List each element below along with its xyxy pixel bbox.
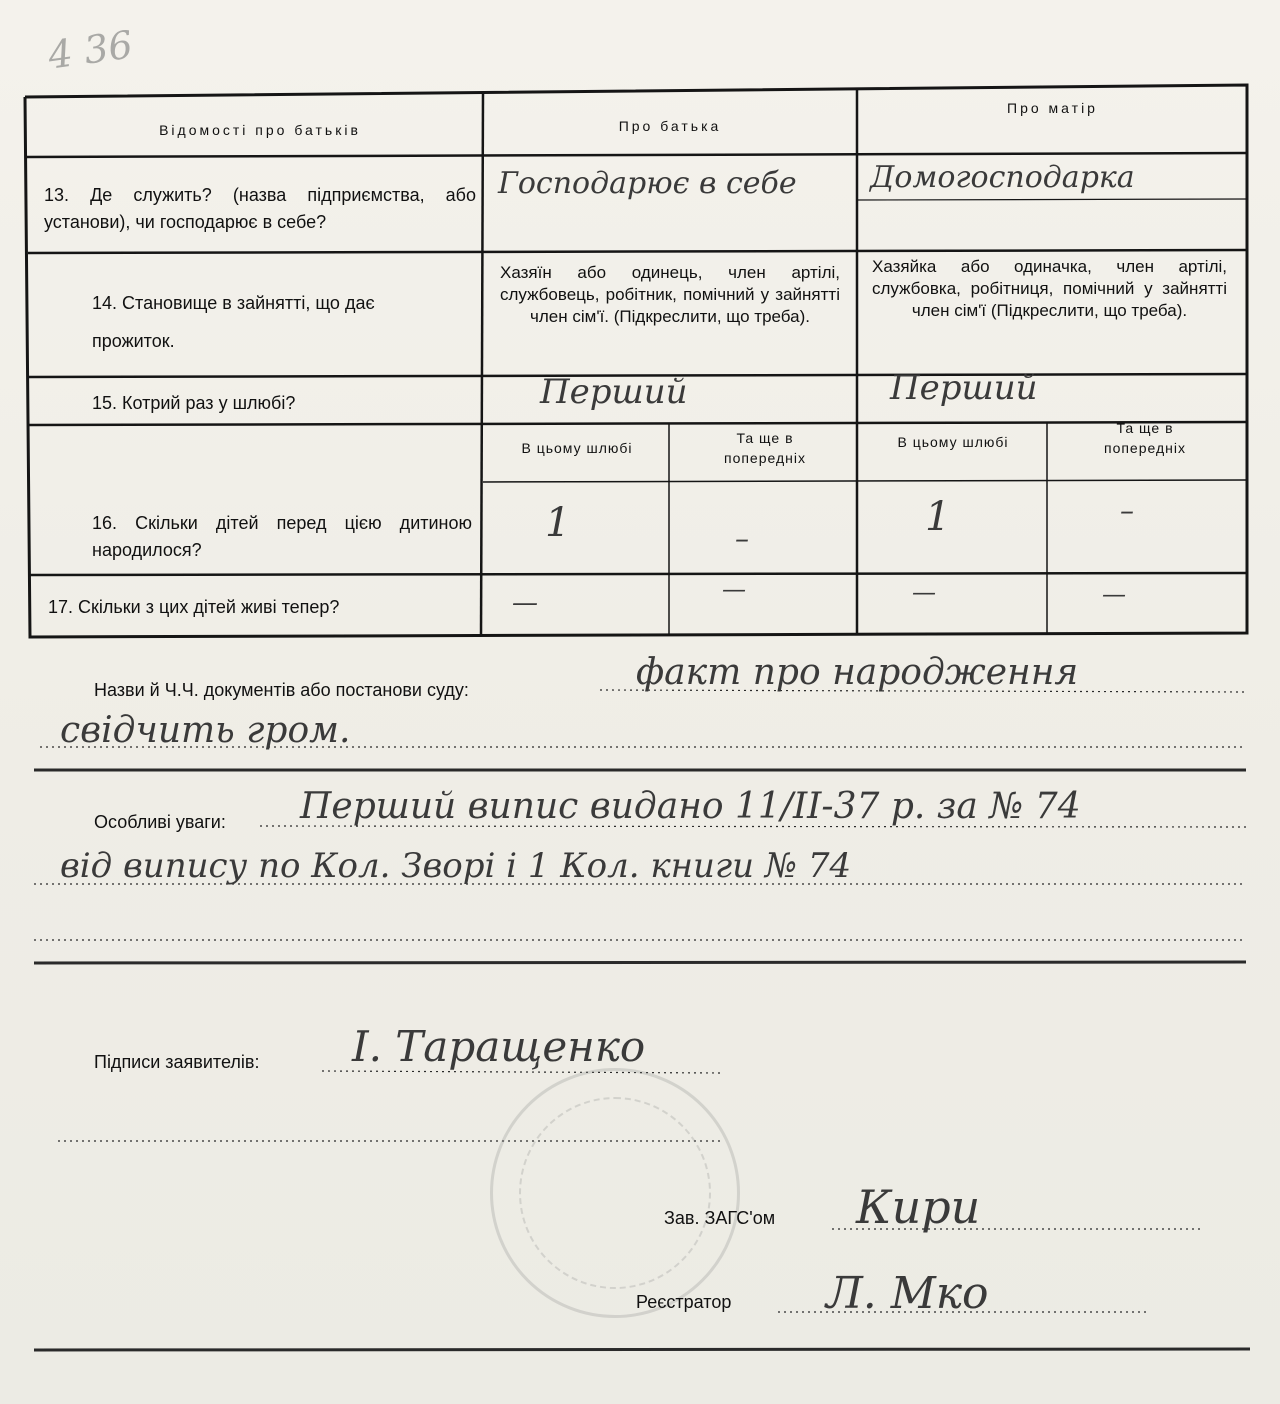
applicant-signature: І. Таращенко (352, 1022, 646, 1071)
remarks-value-line-2: від випису по Кол. Зворі і 1 Кол. книги № 74 (60, 846, 852, 886)
documents-value-line-2: свідчить гром. (60, 710, 351, 751)
header-mother: Про матір (1007, 100, 1098, 116)
header-father: Про батька (618, 118, 722, 134)
question-17-children-alive: 17. Скільки з цих дітей живі тепер? (48, 597, 340, 617)
corner-archive-note: 4 36 (45, 22, 136, 78)
question-14-occupation: 14. Становище в зайнятті, що дає прожиток. (92, 293, 375, 351)
question-15-marriage-count: 15. Котрий раз у шлюбі? (92, 393, 296, 413)
remarks-label: Особливі уваги: (94, 812, 226, 832)
mother-children-previous: – (1120, 494, 1134, 527)
mother-workplace-value: Домогосподарка (870, 160, 1135, 195)
header-parents-info: Відомості про батьків (159, 122, 361, 138)
father-this-marriage-header: В цьому шлюбі (521, 440, 633, 456)
registrar-signature: Л. Мко (826, 1268, 989, 1319)
registrar-label: Реєстратор (636, 1292, 732, 1312)
mother-this-marriage-header: В цьому шлюбі (897, 434, 1009, 450)
mother-children-alive-this: — (912, 578, 936, 606)
father-children-previous: – (735, 522, 749, 555)
remarks-value-line-1: Перший випис видано 11/II-37 р. за № 74 (300, 786, 1081, 827)
father-occupation-options: Хазяїн або одинець, член артілі, службовець, робітник, помічний у зайнятті член сім'ї. (Підкреслити, що треба). (500, 263, 840, 326)
documents-label: Назви й Ч.Ч. документів або постанови суду: (94, 680, 469, 700)
mother-occupation-options: Хазяйка або одиначка, член артілі, службовка, робітниця, помічний у зайнятті член сім'ї (Підкреслити, що треба). (872, 257, 1227, 320)
father-marriage-count-value: Перший (540, 372, 688, 412)
mother-children-alive-previous: — (1102, 580, 1126, 608)
head-registry-signature: Кири (856, 1180, 981, 1234)
father-children-alive-this: — (512, 588, 538, 618)
head-registry-label: Зав. ЗАГС'ом (664, 1208, 776, 1228)
question-16-children-born: 16. Скільки дітей перед цією дитиною народилося? (92, 513, 472, 560)
father-workplace-value: Господарює в себе (498, 166, 797, 201)
father-children-alive-previous: — (722, 575, 746, 603)
mother-previous-header: Та ще в попередніх (1103, 420, 1186, 456)
question-13-workplace: 13. Де служить? (назва підприємства, або установи), чи господарює в себе? (44, 185, 476, 232)
mother-marriage-count-value: Перший (890, 368, 1038, 408)
mother-children-this-marriage: 1 (925, 494, 951, 540)
faded-stamp (490, 1068, 740, 1318)
applicants-signature-label: Підписи заявителів: (94, 1052, 260, 1072)
father-children-this-marriage: 1 (545, 500, 571, 546)
documents-value-line-1: факт про народження (636, 652, 1079, 693)
father-previous-header: Та ще в попередніх (723, 430, 806, 466)
